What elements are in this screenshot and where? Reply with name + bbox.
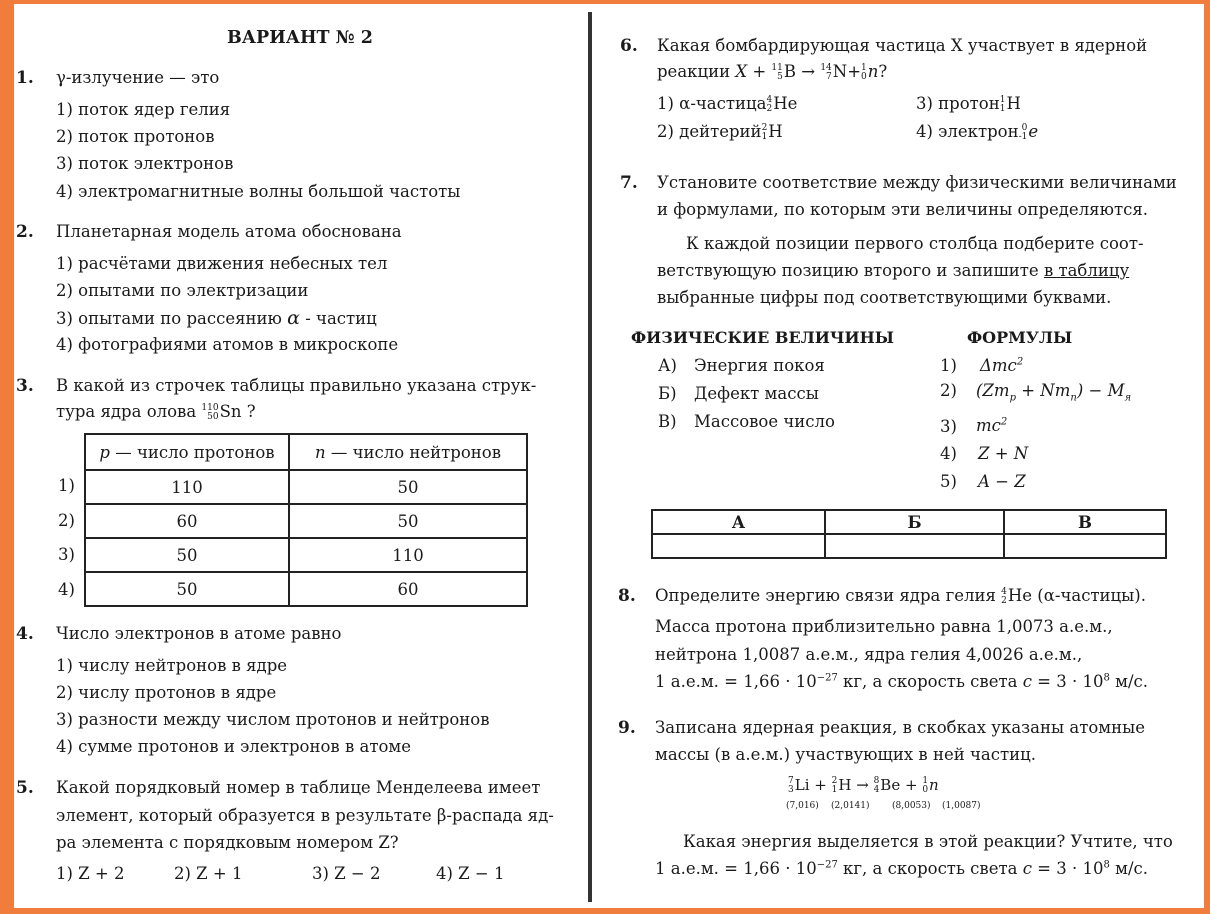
quantity-text: Энергия покоя [694,356,825,375]
x-particle-symbol: X [735,62,748,81]
table-header-row [85,434,527,470]
mass-label: (8,0053) [892,801,931,811]
quantity-letter: В) [658,412,677,431]
mass-number: 4 [766,94,773,105]
q9-exponent-2: 8 [1103,859,1110,871]
q9-unit: м/с. [1109,859,1148,878]
q8-line-1 [655,586,1146,606]
q9-c-symbol: c [1022,859,1032,878]
h-numbers: 2 1 [831,776,838,795]
answer-input-row [652,534,1166,558]
reaction-arrow: → [801,62,816,81]
table-row [85,538,527,572]
q6-option-2-symbol: H [768,122,783,141]
alpha-symbol: α [287,307,300,329]
reaction-arrow: → [856,776,869,794]
header-neutrons-text: — число нейтронов [325,442,502,462]
row-label: 4) [58,580,75,599]
formula-number: 2) [940,381,957,400]
q9-reaction: 7 3 Li + 2 1 H → 8 4 Be + 1 0 n [788,776,939,795]
q4-number: 4. [16,624,34,644]
q8-exponent-2: 8 [1103,672,1110,684]
mass-label: (1,0087) [942,801,981,811]
formula-mass-defect: $(Zm_p + Nm_n) - M_я$ [976,381,1132,404]
answer-cell-a[interactable] [652,534,825,558]
q8-line-1-text: Определите энергию связи ядра гелия [655,586,996,605]
q8-c-symbol: c [1022,672,1032,691]
q2-option-3-suffix: - частиц [305,309,377,328]
answer-header-row [652,510,1166,534]
q6-option-1-numbers [766,96,772,114]
q1-option-1: 1) поток ядер гелия [56,100,231,119]
q6-option-4-label: 4) электрон [916,122,1019,141]
q6-option-2 [657,122,783,142]
q7-instruction-line-1: К каждой позиции первого столбца подберите соот- [686,234,1144,253]
q4-option-2: 2) числу протонов в ядре [56,683,277,702]
q3-number: 3. [16,376,34,396]
q2-stem: Планетарная модель атома обоснована [56,222,402,241]
q6-option-3-numbers [1000,96,1006,114]
formula-number: 5) [940,472,957,491]
q1-option-3: 3) поток электронов [56,154,234,173]
q7-number: 7. [620,173,638,193]
nuclide-neutron-numbers: 1 0 [861,62,867,82]
q5-line-3: ра элемента с порядковым номером Z? [56,833,399,852]
q8-line-4 [655,672,1148,691]
q6-option-1-label: 1) α-частица [657,94,767,113]
charge-number: 1 [761,131,768,142]
q9-amu-value: 1 а.е.м. = 1,66 · 10 [655,859,817,878]
q2-option-3 [56,307,377,329]
charge-number: 2 [766,103,773,114]
q1-stem: γ-излучение — это [56,68,220,87]
charge-number: -1 [1018,131,1028,142]
cell-protons: 50 [85,572,289,606]
mass-number: 2 [761,122,768,133]
table-row [85,504,527,538]
cell-protons: 60 [85,504,289,538]
neutron-numbers: 1 0 [922,776,929,795]
cell-neutrons: 110 [289,538,527,572]
q7-line-1: Установите соответствие между физическими величинами [657,173,1177,192]
formula-z-plus-n: Z + N [978,444,1029,463]
n-variable: n [314,442,326,462]
q5-option-2: 2) Z + 1 [174,864,243,883]
page-title: ВАРИАНТ № 2 [227,28,373,48]
q5-line-1: Какой порядковый номер в таблице Менделеева имеет [56,778,541,797]
q6-line-2-prefix: реакции [657,62,731,81]
q5-option-1: 1) Z + 2 [56,864,125,883]
q3-stem-line-2-text: тура ядра олова [56,402,197,421]
q9-line-3: Какая энергия выделяется в этой реакции? Учтите, что [683,832,1173,851]
q6-option-1 [657,94,797,114]
q3-stem-line-2 [56,402,256,422]
answer-cell-b[interactable] [825,534,1004,558]
q2-option-2: 2) опытами по электризации [56,281,309,300]
cell-neutrons: 50 [289,470,527,504]
q8-exponent: −27 [816,672,838,684]
q6-option-3-symbol: H [1006,94,1021,113]
q9-line-2: массы (в а.е.м.) участвующих в ней частиц. [655,745,1036,764]
q5-option-4: 4) Z − 1 [436,864,505,883]
q6-option-1-symbol: He [773,94,798,113]
worksheet-page [14,4,1204,908]
tin-isotope-numbers [201,404,218,422]
q9-c-value: = 3 · 10 [1031,859,1104,878]
be-numbers: 8 4 [873,776,880,795]
quantities-column-title: ФИЗИЧЕСКИЕ ВЕЛИЧИНЫ [631,328,894,347]
q6-line-1: Какая бомбардирующая частица X участвует в ядерной [657,36,1148,55]
column-divider [588,12,592,902]
q6-number: 6. [620,36,638,56]
quantity-text: Массовое число [694,412,835,431]
p-variable: p [99,442,110,462]
q8-line-3: нейтрона 1,0087 а.е.м., ядра гелия 4,0026 а.е.м., [655,645,1083,664]
nuclide-b11-numbers: 11 5 [771,62,783,82]
q8-line-2: Масса протона приблизительно равна 1,0073 а.е.м., [655,617,1113,636]
q6-option-3 [916,94,1021,114]
tin-mass-number: 110 [201,402,219,413]
tin-symbol: Sn [219,402,242,421]
q4-option-1: 1) числу нейтронов в ядре [56,656,288,675]
q7-instruction-line-2-text: ветствующую позицию второго и запишите [657,261,1044,280]
q6-option-2-numbers [762,124,768,142]
q5-number: 5. [16,778,34,798]
q7-instruction-underlined: в таблицу [1043,261,1130,280]
header-protons-text: — число протонов [109,442,275,462]
formula-number: 3) [940,417,957,436]
q2-option-3-text: 3) опытами по рассеянию [56,309,282,328]
q2-option-4: 4) фотографиями атомов в микроскопе [56,335,399,354]
q9-light-speed-text: кг, а скорость света [837,859,1023,878]
row-label: 3) [58,545,75,564]
formula-number: 4) [940,444,957,463]
q7-instruction-line-3: выбранные цифры под соответствующими буквами. [657,288,1112,307]
q9-line-4 [655,859,1148,878]
q6-reaction-equation: X + 11 5 B → 14 7 N+ 1 0 n? [735,62,888,82]
q6-option-4 [916,122,1038,142]
cell-protons: 50 [85,538,289,572]
q8-line-1-end: He (α-частицы). [1007,586,1146,605]
cell-neutrons: 60 [289,572,527,606]
helium-numbers: 4 2 [1001,586,1007,606]
row-label: 2) [58,511,75,530]
cell-neutrons: 50 [289,504,527,538]
q2-number: 2. [16,222,34,242]
q5-option-3: 3) Z − 2 [312,864,381,883]
q6-option-4-symbol: e [1028,122,1039,141]
q3-stem-line-1: В какой из строчек таблицы правильно указана струк- [56,376,537,395]
header-neutrons [289,434,527,470]
formulas-column-title: ФОРМУЛЫ [967,328,1073,347]
mass-number: 1 [999,94,1006,105]
quantity-letter: А) [658,356,677,375]
q7-line-2: и формулами, по которым эти величины определяются. [657,200,1148,219]
q4-stem: Число электронов в атоме равно [56,624,342,643]
q8-amu-value: 1 а.е.м. = 1,66 · 10 [655,672,817,691]
q1-option-2: 2) поток протонов [56,127,215,146]
q6-line-2 [657,62,887,82]
formula-number: 1) [940,356,957,375]
answer-header-b: Б [825,510,1004,534]
q8-light-speed-text: кг, а скорость света [837,672,1023,691]
q8-unit: м/с. [1109,672,1148,691]
charge-number: 1 [999,103,1006,114]
quantity-text: Дефект массы [694,384,819,403]
q6-option-2-label: 2) дейтерий [657,122,762,141]
answer-cell-v[interactable] [1004,534,1166,558]
answer-header-a: А [652,510,825,534]
table-row [85,572,527,606]
q5-line-2: элемент, который образуется в результате β-распада яд- [56,806,554,825]
formula-a-minus-z: A − Z [978,472,1026,491]
q9-number: 9. [618,718,636,738]
formula-mc2: $mc^2$ [976,416,1008,435]
q6-option-4-numbers [1019,124,1028,142]
q7-answer-table [651,509,1167,559]
quantity-letter: Б) [658,384,677,403]
q3-question-mark: ? [241,402,256,421]
q4-option-3: 3) разности между числом протонов и нейтронов [56,710,490,729]
answer-header-v: В [1004,510,1166,534]
cell-protons: 110 [85,470,289,504]
mass-label: (2,0141) [831,801,870,811]
mass-number: 0 [1021,122,1028,133]
header-protons [85,434,289,470]
table-row [85,470,527,504]
q4-option-4: 4) сумме протонов и электронов в атоме [56,737,411,756]
q8-number: 8. [618,586,636,606]
q7-instruction-line-2 [657,261,1129,280]
row-label: 1) [58,476,75,495]
q3-table [84,433,528,607]
formula-delta-mc2: Δmc$^2$ [980,356,1024,375]
mass-label: (7,016) [786,801,819,811]
q2-option-1: 1) расчётами движения небесных тел [56,254,388,273]
li-numbers: 7 3 [788,776,794,795]
q8-c-value: = 3 · 10 [1031,672,1104,691]
tin-atomic-number: 50 [207,411,219,422]
q1-option-4: 4) электромагнитные волны большой частоты [56,182,461,201]
nuclide-n14-numbers: 14 7 [820,62,832,82]
q9-line-1: Записана ядерная реакция, в скобках указаны атомные [655,718,1145,737]
q9-exponent: −27 [816,859,838,871]
q6-option-3-label: 3) протон [916,94,1000,113]
q1-number: 1. [16,68,34,88]
